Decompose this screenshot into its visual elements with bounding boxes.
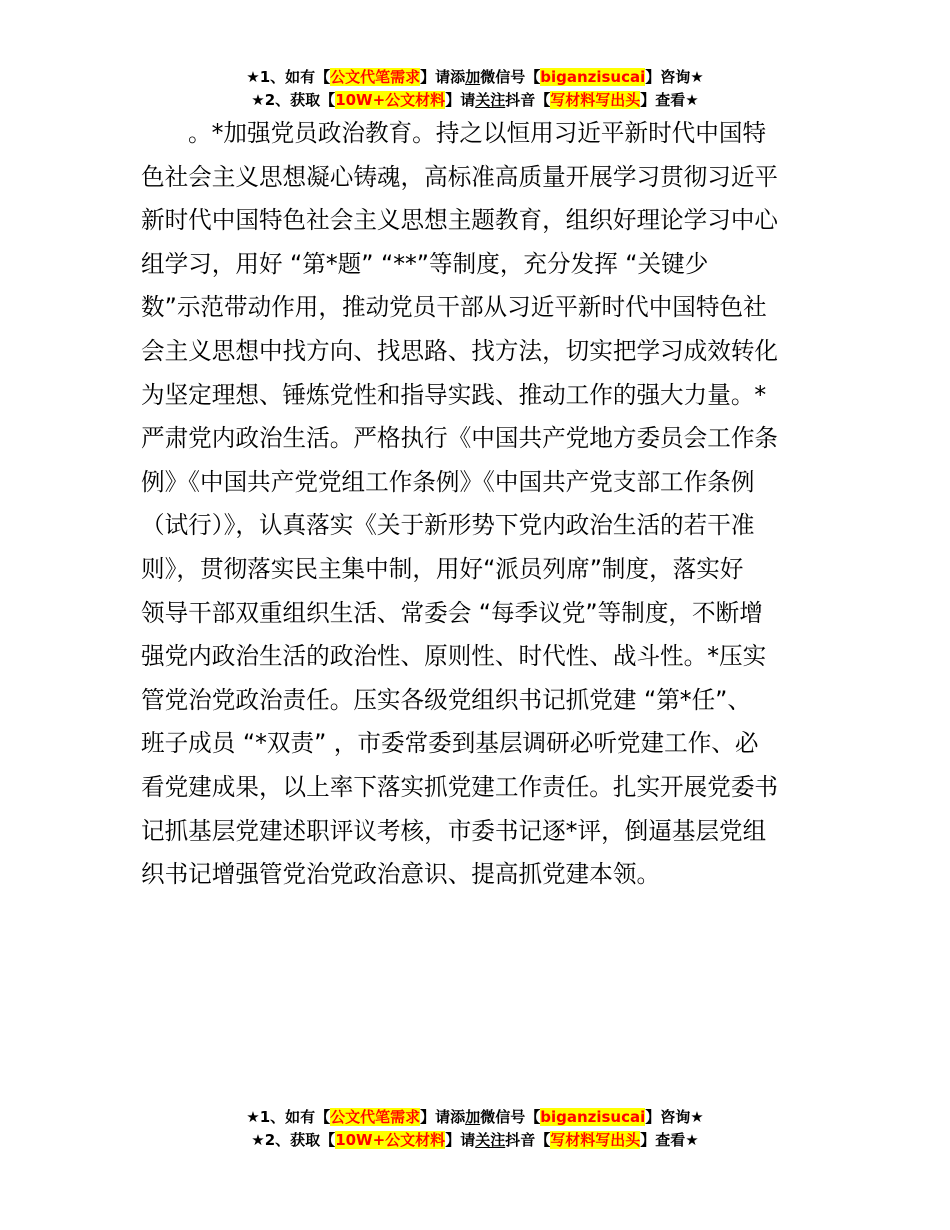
- header-line-1: ★1、如有【公文代笔需求】请添加微信号【biganzisucai】咨询★: [246, 68, 704, 86]
- body-line: 例》《中国共产党党组工作条例》《中国共产党支部工作条例: [141, 467, 755, 496]
- body-line: 。*加强党员政治教育。持之以恒用习近平新时代中国特: [188, 119, 767, 147]
- highlight-douyin-account: 写材料写出头: [550, 91, 641, 109]
- highlight-wechat-id: biganzisucai: [540, 68, 646, 86]
- body-line: 数”示范带动作用，推动党员干部从习近平新时代中国特色社: [141, 293, 767, 322]
- body-line: 看党建成果，以上率下落实抓党建工作责任。扎实开展党委书: [141, 772, 779, 801]
- body-line: 严肃党内政治生活。严格执行《中国共产党地方委员会工作条: [141, 424, 779, 453]
- body-line: 为坚定理想、锤炼党性和指导实践、推动工作的强大力量。*: [141, 380, 767, 409]
- body-line: （试行）》，认真落实《关于新形势下党内政治生活的若干准: [141, 511, 755, 540]
- body-line: 新时代中国特色社会主义思想主题教育，组织好理论学习中心: [141, 206, 779, 235]
- highlight-materials: 10W+公文材料: [335, 91, 446, 109]
- body-line: 织书记增强管党治党政治意识、提高抓党建本领。: [141, 860, 661, 889]
- body-line: 记抓基层党建述职评议考核，市委书记逐*评，倒逼基层党组: [141, 816, 767, 845]
- highlight-service: 公文代笔需求: [330, 68, 421, 86]
- body-line: 领导干部双重组织生活、常委会 “每季议党”等制度，不断增: [141, 598, 763, 627]
- body-line: 会主义思想中找方向、找思路、找方法，切实把学习成效转化: [141, 336, 779, 365]
- highlight-service: 公文代笔需求: [330, 1108, 421, 1126]
- header-line-2: ★2、获取【10W+公文材料】请关注抖音【写材料写出头】查看★: [251, 91, 699, 109]
- body-line: 班子成员 “*双责” ，市委常委到基层调研必听党建工作、必: [141, 729, 759, 758]
- body-line: 管党治党政治责任。压实各级党组织书记抓党建 “第*任”、: [141, 685, 751, 714]
- body-line: 则》，贯彻落实民主集中制，用好“派员列席”制度，落实好: [141, 554, 744, 583]
- highlight-wechat-id: biganzisucai: [540, 1108, 646, 1126]
- body-line: 组学习，用好 “第*题” “**”等制度，充分发挥 “关键少: [141, 249, 709, 278]
- highlight-materials: 10W+公文材料: [335, 1131, 446, 1149]
- document-body: [141, 112, 813, 897]
- footer-banner: [0, 1106, 950, 1152]
- footer-line-1: ★1、如有【公文代笔需求】请添加微信号【biganzisucai】咨询★: [246, 1108, 704, 1126]
- highlight-douyin-account: 写材料写出头: [550, 1131, 641, 1149]
- footer-line-2: ★2、获取【10W+公文材料】请关注抖音【写材料写出头】查看★: [251, 1131, 699, 1149]
- body-line: 色社会主义思想凝心铸魂，高标准高质量开展学习贯彻习近平: [141, 162, 779, 191]
- header-banner: [0, 66, 950, 112]
- body-line: 强党内政治生活的政治性、原则性、时代性、战斗性。*压实: [141, 642, 767, 671]
